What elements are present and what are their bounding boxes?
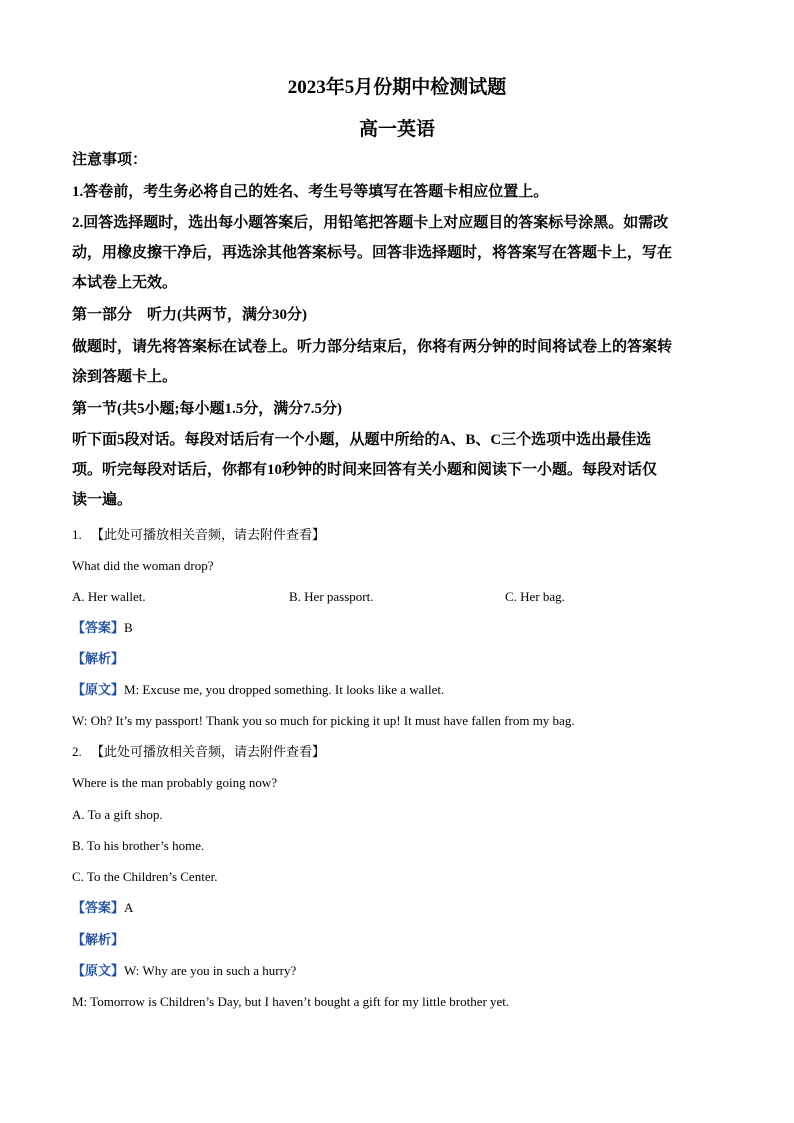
q1-header [72, 525, 325, 545]
q1-option-a: A. Her wallet. [72, 589, 146, 604]
q2-script-tag: 【原文】 [72, 963, 125, 978]
q2-script-row [72, 961, 296, 981]
q1-script-line-2: W: Oh? It’s my passport! Thank you so much for picking it up! It must have fallen from my bag. [72, 713, 575, 728]
section1-line-1: 听下面5段对话。每段对话后有一个小题，从题中所给的A、B、C三个选项中选出最佳选 [72, 432, 652, 448]
notes-item-1: 1.答卷前，考生务必将自己的姓名、考生号等填写在答题卡相应位置上。 [72, 184, 549, 200]
q1-analysis-tag: 【解析】 [72, 651, 125, 666]
q2-answer-value: A [124, 900, 134, 915]
q1-analysis-row [72, 649, 124, 669]
q2-answer-row [72, 898, 133, 918]
q1-audio-link[interactable]: 【此处可播放相关音频，请去附件查看】 [91, 527, 326, 542]
q1-script-row [72, 680, 444, 700]
q2-header [72, 742, 325, 762]
section1-line-2: 项。听完每段对话后，你都有10秒钟的时间来回答有关小题和阅读下一小题。每段对话仅 [72, 462, 658, 478]
q2-number: 2. [72, 744, 82, 759]
part1-intro-line-1: 做题时，请先将答案标在试卷上。听力部分结束后，你将有两分钟的时间将试卷上的答案转 [72, 339, 673, 355]
q2-script-line-1: W: Why are you in such a hurry? [124, 963, 297, 978]
q2-option-b: B. To his brother’s home. [72, 838, 205, 853]
q2-analysis-tag: 【解析】 [72, 932, 125, 947]
page-title: 2023年5月份期中检测试题 [287, 77, 507, 98]
q2-answer-tag: 【答案】 [72, 900, 125, 915]
q2-script-line-2: M: Tomorrow is Children’s Day, but I haven’t bought a gift for my little brother yet. [72, 994, 510, 1009]
q2-option-a: A. To a gift shop. [72, 807, 163, 822]
notes-item-2-line-3: 本试卷上无效。 [72, 275, 178, 291]
q1-question: What did the woman drop? [72, 558, 214, 573]
section1-heading: 第一节(共5小题;每小题1.5分，满分7.5分) [72, 401, 342, 417]
q2-question: Where is the man probably going now? [72, 775, 278, 790]
section1-line-3: 读一遍。 [72, 492, 133, 508]
notes-item-2-line-2: 动，用橡皮擦干净后，再选涂其他答案标号。回答非选择题时，将答案写在答题卡上，写在 [72, 245, 673, 261]
q1-number: 1. [72, 527, 82, 542]
part1-intro-line-2: 涂到答题卡上。 [72, 369, 178, 385]
q2-audio-link[interactable]: 【此处可播放相关音频，请去附件查看】 [91, 744, 326, 759]
page-subtitle: 高一英语 [358, 119, 435, 140]
q2-analysis-row [72, 930, 124, 950]
q1-script-line-1: M: Excuse me, you dropped something. It looks like a wallet. [124, 682, 445, 697]
notes-item-2-line-1: 2.回答选择题时，选出每小题答案后，用铅笔把答题卡上对应题目的答案标号涂黑。如需改 [72, 215, 669, 231]
q1-answer-row [72, 618, 133, 638]
q2-option-c: C. To the Children’s Center. [72, 869, 218, 884]
q1-answer-value: B [124, 620, 133, 635]
notes-heading: 注意事项： [72, 152, 148, 168]
q1-option-c: C. Her bag. [505, 589, 565, 604]
q1-answer-tag: 【答案】 [72, 620, 125, 635]
q1-script-tag: 【原文】 [72, 682, 125, 697]
q1-option-b: B. Her passport. [289, 589, 374, 604]
part1-heading: 第一部分 听力(共两节，满分30分) [72, 307, 307, 323]
